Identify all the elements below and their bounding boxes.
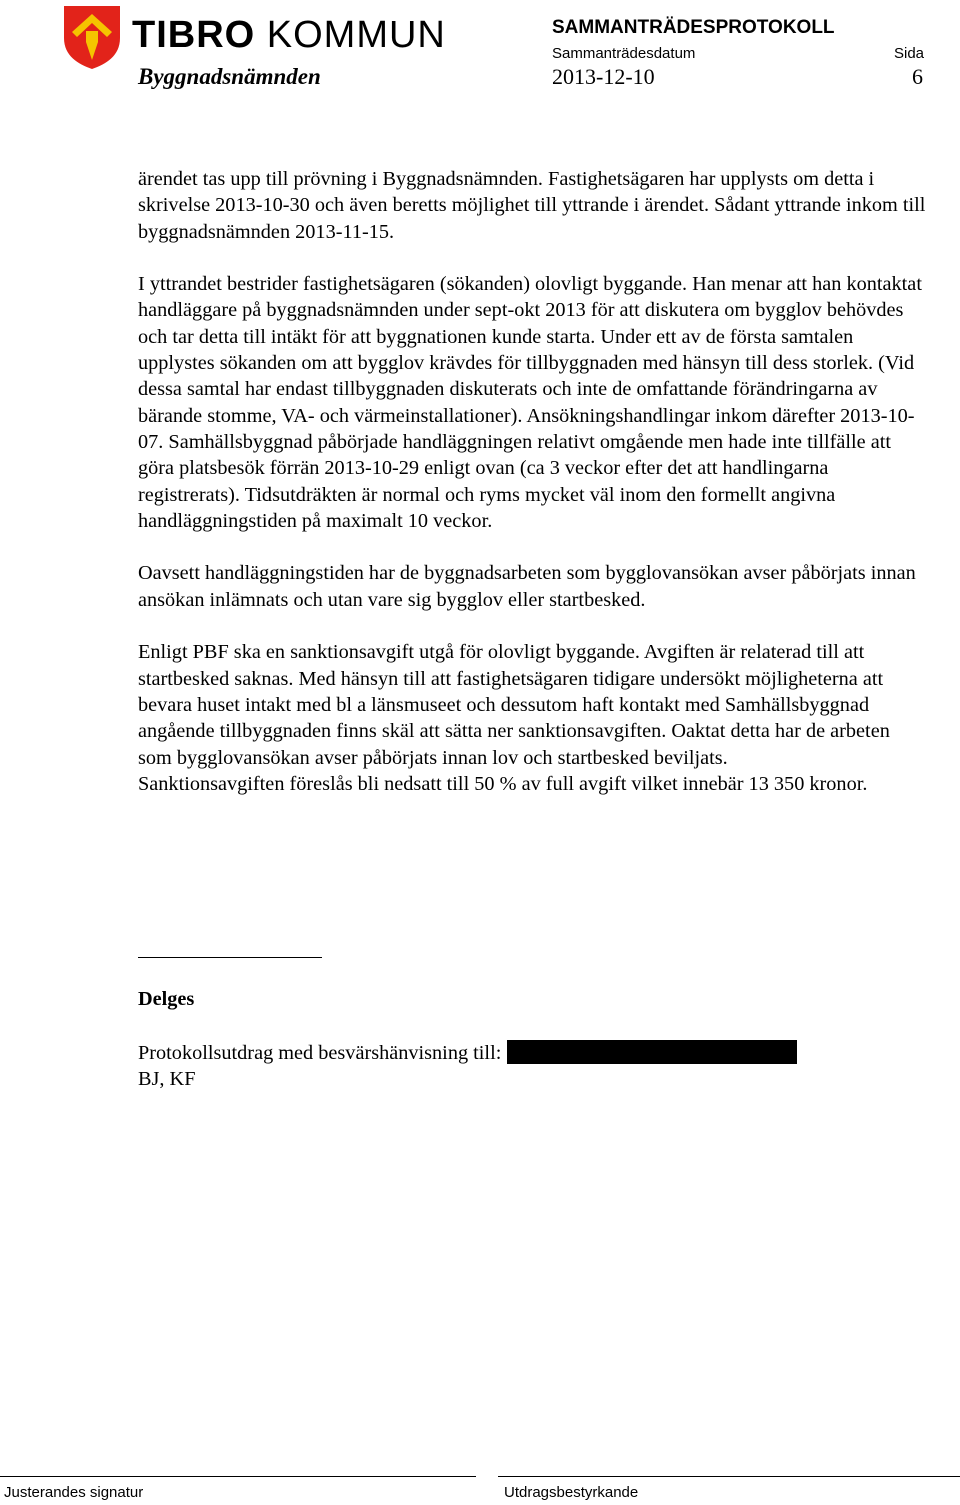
distribution-recipient-label: Protokollsutdrag med besvärshänvisning till: xyxy=(138,1042,502,1064)
distribution-line xyxy=(138,1040,797,1066)
logo-text-regular: KOMMUN xyxy=(266,14,446,56)
distribution-list xyxy=(138,1040,797,1093)
meeting-date-label: Sammanträdesdatum xyxy=(552,45,696,62)
extract-certification-label: Utdragsbestyrkande xyxy=(504,1484,639,1501)
paragraph: ärendet tas upp till prövning i Byggnadsnämnden. Fastighetsägaren har upplysts om detta i skrivelse 2013-10-30 och även beretts möjlighet till yttrande i ärendet. Sådant yttrande inkom till byggnadsnämnden 2013-11-15. xyxy=(138,168,926,243)
logo-text-bold: TIBRO xyxy=(132,14,256,56)
distribution-line: BJ, KF xyxy=(138,1068,196,1091)
section-divider xyxy=(138,957,322,958)
committee-name: Byggnadsnämnden xyxy=(138,64,321,89)
paragraph: I yttrandet bestrider fastighetsägaren (sökanden) olovligt byggande. Han menar att han kontaktat handläggare på byggnadsnämnden under sept-okt 2013 för att diskutera om bygglov behövdes och tar detta till intäkt för att byggnationen kunde starta. Under ett av de första samtalen upplystes sökanden om att bygglov krävdes för tillbyggnaden med hänsyn till dess storlek. (Vid dessa samtal har endast tillbyggnaden diskuterats och inte de omfattande förändringarna av bärande stomme, VA- och värmeinstallationer). Ansökningshandlingar inkom därefter 2013-10-07. Samhällsbyggnad påbörjade handläggningen relativt omgående men hade inte tillfälle att göra platsbesök förrän 2013-10-29 enligt ovan (ca 3 veckor efter det att handlingarna registrerats). Tidsutdräkten är normal och ryms mycket väl inom den formellt angivna handläggningstiden på maximalt 10 veckor. xyxy=(138,273,922,532)
paragraph: Sanktionsavgiften föreslås bli nedsatt till 50 % av full avgift vilket innebär 13 350 kronor. xyxy=(138,772,868,795)
paragraph: Enligt PBF ska en sanktionsavgift utgå för olovligt byggande. Avgiften är relaterad till att startbesked saknas. Med hänsyn till att fastighetsägaren tidigare undersökt möjligheterna att bevara huset intakt med bl a länsmuseet och dessutom haft kontakt med Samhällsbyggnad angående tillbyggnaden finns skäl att sätta ner sanktionsavgiften. Oaktat detta har de arbeten som bygglovansökan avser påbörjats innan lov och startbesked beviljats. xyxy=(138,641,890,769)
meeting-date-value: 2013-12-10 xyxy=(552,64,655,89)
municipal-shield-icon xyxy=(62,4,122,70)
page-header xyxy=(0,0,960,110)
redacted-block xyxy=(507,1040,797,1064)
protocol-body xyxy=(138,166,928,823)
page-label: Sida xyxy=(894,45,925,62)
signature-line-left xyxy=(0,1476,476,1477)
document-title: SAMMANTRÄDESPROTOKOLL xyxy=(552,17,835,38)
paragraph: Oavsett handläggningstiden har de byggnadsarbeten som bygglovansökan avser påbörjats innan ansökan inlämnats och utan vare sig bygglov eller startbesked. xyxy=(138,562,916,611)
page-number: 6 xyxy=(912,64,923,89)
adjuster-signature-label: Justerandes signatur xyxy=(4,1484,144,1501)
distribution-heading: Delges xyxy=(138,988,195,1010)
signature-line-right xyxy=(498,1476,960,1477)
municipality-logo-text xyxy=(132,12,446,58)
